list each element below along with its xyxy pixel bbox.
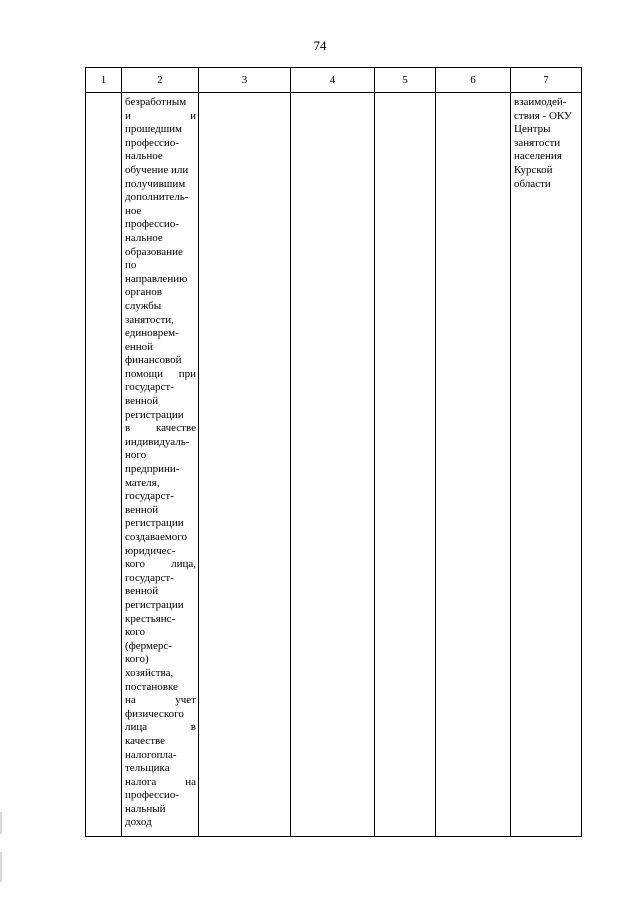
text-line: индивидуаль- [125,435,190,448]
text-line [125,422,196,436]
column-header-6: 6 [436,68,511,93]
text-line: кого [125,626,146,639]
text-line: нальное [125,231,163,244]
text-line [125,368,196,382]
text-line [125,110,196,124]
scan-edge-mark [0,812,2,834]
text-line: венной [125,585,159,598]
text-line: регистрации [125,408,184,421]
text-word: при [178,367,196,380]
text-line: постановке [125,680,178,693]
service-description-text [122,93,198,830]
text-line: налогопла- [125,748,177,761]
text-line: службы [125,299,162,312]
text-line: единоврем- [125,327,179,340]
cell-col-5 [375,93,436,837]
text-line: населения [514,150,562,163]
text-line: прошедшим [125,123,183,136]
text-line: доход [125,816,152,829]
cell-col-2 [122,93,199,837]
text-word: и [190,109,196,122]
table-row [86,93,582,837]
text-line: обучение или [125,163,189,176]
text-line: органов [125,286,162,299]
text-line: хозяйства, [125,666,174,679]
text-line: регистрации [125,598,184,611]
text-line: мателя, [125,476,160,489]
text-line: нальный [125,802,166,815]
text-line: венной [125,395,159,408]
text-line: Центры [514,123,551,136]
text-word: налога [125,775,157,788]
cell-col-6 [436,93,511,837]
document-table [85,67,582,837]
text-line: ного [125,449,147,462]
scan-edge-mark [0,852,2,882]
column-header-5: 5 [375,68,436,93]
text-line: качестве [125,734,166,747]
text-line: профессио- [125,218,179,231]
text-line [125,776,196,790]
text-line: предприни- [125,463,180,476]
text-line: ное [125,204,142,217]
text-line: нальное [125,150,163,163]
text-word: на [185,775,196,788]
cell-col-7 [511,93,582,837]
cell-col-1 [86,93,122,837]
text-line [125,558,196,572]
text-line: юридичес- [125,544,176,557]
text-word: на [125,694,136,707]
text-line: финансовой [125,354,182,367]
text-line: занятости, [125,313,174,326]
text-line: получившим [125,177,186,190]
text-line: по [125,259,137,272]
cell-col-4 [291,93,375,837]
text-line: кого) [125,653,149,666]
text-word: лица [125,721,148,734]
text-word: в [125,422,131,435]
text-line: государст- [125,490,174,503]
text-word: кого [125,558,146,571]
text-line: взаимодей- [514,96,567,108]
text-line: венной [125,503,159,516]
column-header-2: 2 [122,68,199,93]
text-line: направлению [125,272,188,285]
text-word: помощи [125,367,163,380]
text-line: дополнитель- [125,191,189,204]
text-word: учет [175,694,196,707]
text-line: области [514,177,551,190]
text-line: профессио- [125,789,179,802]
column-header-3: 3 [199,68,291,93]
text-line: крестьянс- [125,612,176,625]
interaction-organization-text [511,93,581,191]
cell-col-3 [199,93,291,837]
text-word: в [190,721,196,734]
text-line: государст- [125,381,174,394]
text-line: создаваемого [125,531,188,543]
text-line: (фермерс- [125,639,172,652]
text-line [125,694,196,708]
text-line: профессио- [125,136,179,149]
text-word: качестве [155,422,196,435]
text-word: и [125,109,131,122]
column-header-7: 7 [511,68,582,93]
text-line: безработным [125,96,187,108]
text-line: государст- [125,571,174,584]
table-header-row [86,68,582,93]
text-line: регистрации [125,517,184,530]
text-word: лица, [171,558,196,571]
text-line: занятости [514,136,561,149]
page-number: 74 [313,38,327,53]
text-line [125,721,196,735]
text-line: енной [125,340,154,353]
text-line: тельщика [125,762,170,775]
text-line: ствия - ОКУ [514,109,572,122]
text-line: Курской [514,163,553,176]
column-header-4: 4 [291,68,375,93]
text-line: образование [125,245,183,258]
text-line: физического [125,707,184,720]
column-header-1: 1 [86,68,122,93]
